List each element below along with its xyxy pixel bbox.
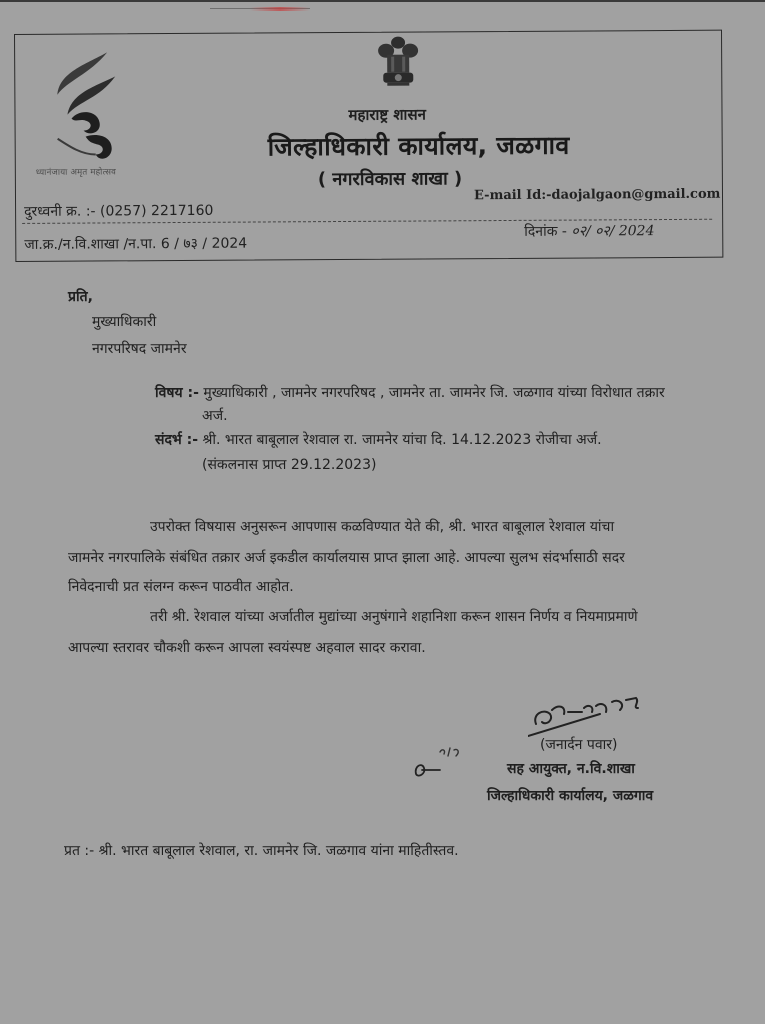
ashoka-emblem-icon — [373, 35, 423, 95]
body-para1-line1: उपरोक्त विषयास अनुसरून आपणास कळविण्यात येते की, श्री. भारत बाबूलाल रेशवाल यांचा — [150, 519, 615, 535]
amrit-mahotsav-logo-icon — [45, 50, 136, 171]
subject-text-cont: अर्ज. — [202, 408, 228, 424]
body-para2-line2: आपल्या स्तरावर चौकशी करून आपला स्वयंस्पष्ट अहवाल सादर करावा. — [68, 640, 426, 656]
addressee-title: मुख्याधिकारी — [92, 314, 157, 330]
date-label: दिनांक - — [524, 223, 567, 240]
subject-text: मुख्याधिकारी , जामनेर नगरपरिषद , जामनेर ता. जामनेर जि. जळगाव यांच्या विरोधात तक्रार — [203, 385, 665, 401]
subject-label: विषय :- — [155, 385, 199, 401]
salutation: प्रति, — [68, 289, 93, 305]
reference-text-cont: (संकलनास प्राप्त 29.12.2023) — [202, 457, 377, 473]
phone-number: दुरध्वनी क्र. :- (0257) 2217160 — [24, 202, 214, 220]
body-para1-line3: निवेदनाची प्रत संलग्न करून पाठवीत आहोत. — [68, 579, 294, 595]
body-para2-line1: तरी श्री. रेशवाल यांच्या अर्जातील मुद्यांच्या अनुषंगाने शहानिशा करून शासन निर्णय व नियमाप्रमाणे — [150, 609, 638, 625]
logo-motto: ध्यानंजाया अमृत महोत्सव — [35, 167, 117, 178]
letter-date — [524, 221, 654, 241]
reference-text: श्री. भारत बाबूलाल रेशवाल रा. जामनेर यांचा दि. 14.12.2023 रोजीचा अर्ज. — [202, 432, 602, 448]
email-address: E-mail Id:-daojalgaon@gmail.com — [473, 186, 721, 204]
scan-artifact-red — [250, 7, 310, 11]
branch-name: ( नगरविकास शाखा ) — [317, 168, 463, 191]
government-name: महाराष्ट्र शासन — [348, 105, 426, 124]
addressee-org: नगरपरिषद जामनेर — [92, 341, 187, 357]
letterhead — [14, 30, 723, 262]
handwritten-initial-icon — [412, 744, 472, 784]
body-para1-line2: जामनेर नगरपालिके संबंधित तक्रार अर्ज इकडील कार्यालयास प्राप्त झाला आहे. आपल्या सुलभ संदर्भासाठी सदर — [68, 550, 625, 566]
subject-line — [155, 383, 665, 402]
top-edge — [0, 0, 765, 2]
copy-to-line: प्रत :- श्री. भारत बाबूलाल रेशवाल, रा. जामनेर जि. जळगाव यांना माहितीस्तव. — [64, 843, 459, 859]
signatory-office: जिल्हाधिकारी कार्यालय, जळगाव — [487, 788, 654, 804]
office-title: जिल्हाधिकारी कार्यालय, जळगाव — [267, 130, 570, 162]
signatory-designation: सह आयुक्त, न.वि.शाखा — [507, 761, 635, 777]
reference-line — [155, 430, 602, 449]
signatory-name: (जनार्दन पवार) — [540, 737, 618, 753]
reference-number: जा.क्र./न.वि.शाखा /न.पा. 6 / ७३ / 2024 — [24, 235, 248, 253]
reference-label: संदर्भ :- — [155, 432, 199, 448]
date-value: ०२/ ०२/ 2024 — [571, 223, 655, 240]
handwritten-signature-icon — [528, 694, 658, 738]
